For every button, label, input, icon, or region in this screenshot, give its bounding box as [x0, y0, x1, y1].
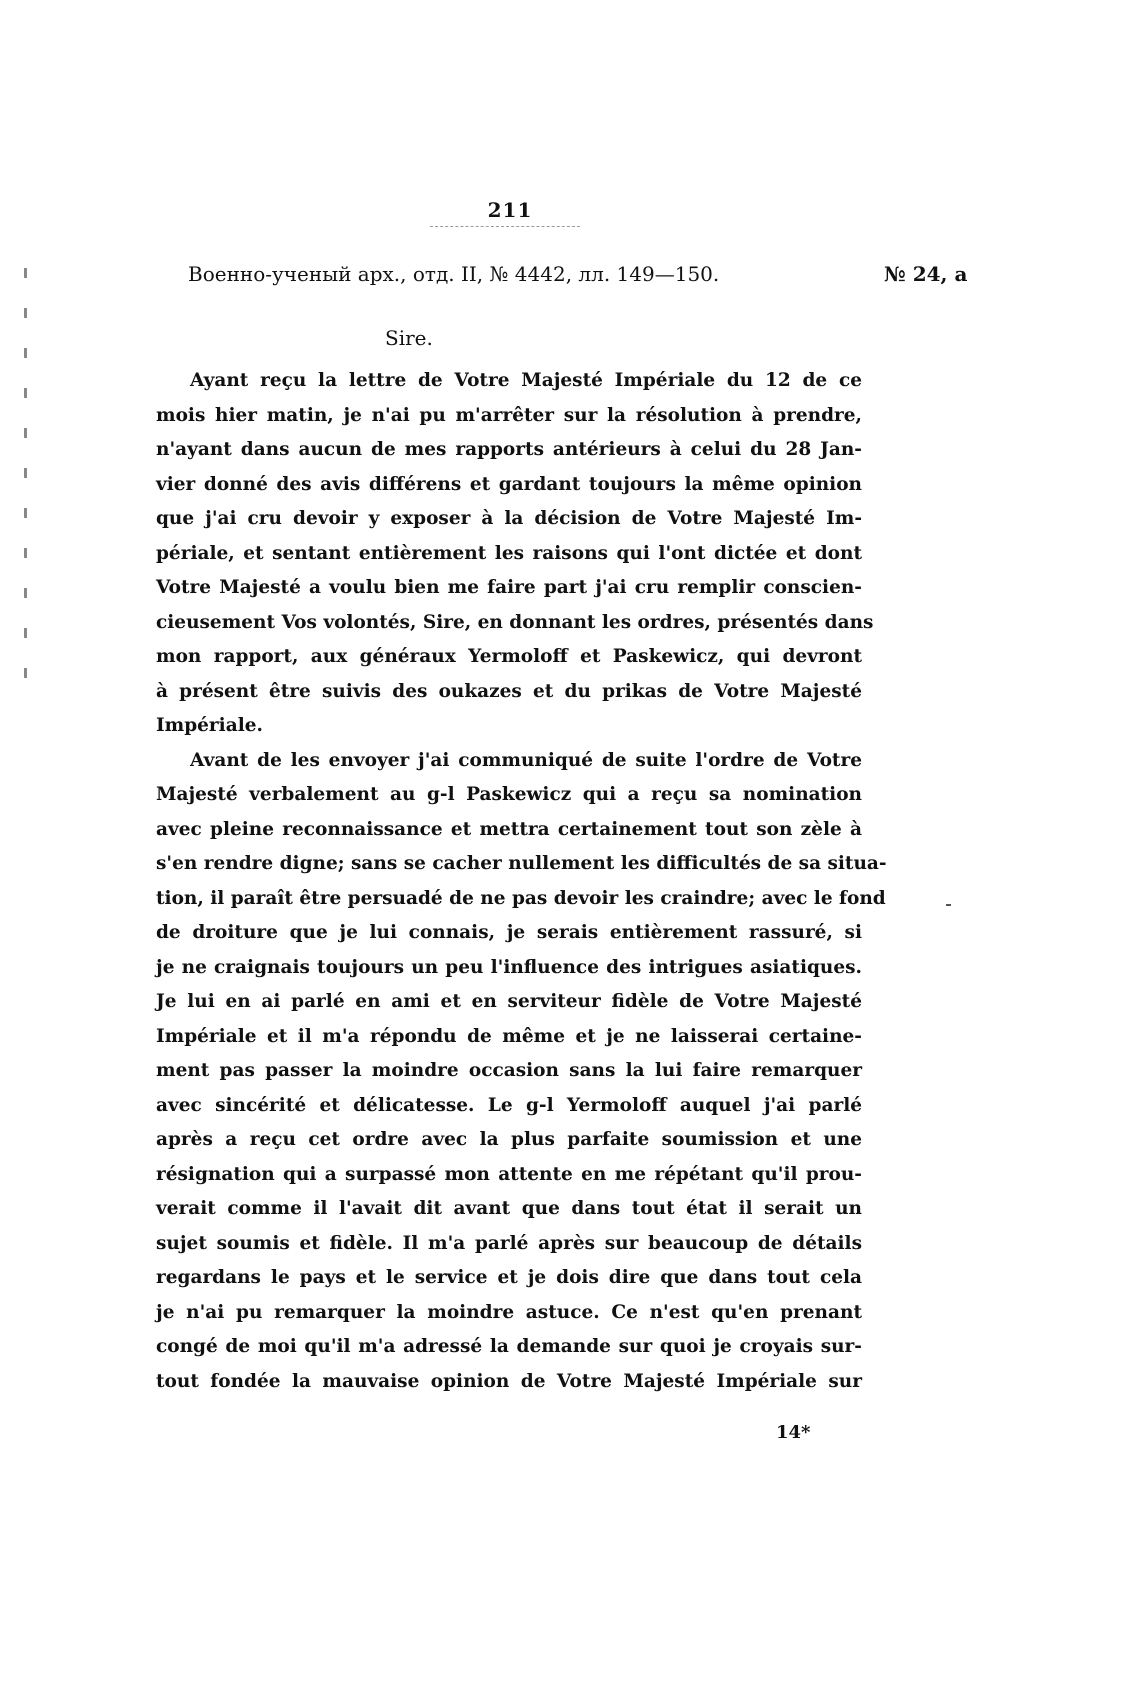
signature-mark: 14*	[776, 1422, 811, 1443]
text-line: Majesté verbalement au g-l Paskewicz qui a reçu sa nomination	[156, 784, 862, 805]
margin-mark	[24, 428, 27, 438]
text-line: Avant de les envoyer j'ai communiqué de suite l'ordre de Votre	[190, 749, 862, 771]
margin-mark	[24, 308, 27, 318]
text-line: mois hier matin, je n'ai pu m'arrêter sur la résolution à prendre,	[156, 404, 862, 426]
text-line: sujet soumis et fidèle. Il m'a parlé après sur beaucoup de détails	[156, 1232, 862, 1254]
margin-dot	[946, 904, 951, 906]
margin-mark	[24, 388, 27, 398]
text-line: n'ayant dans aucun de mes rapports antérieurs à celui du 28 Jan-	[156, 439, 862, 460]
margin-marks	[18, 268, 34, 708]
margin-mark	[24, 348, 27, 358]
salutation: Sire.	[385, 326, 433, 350]
text-line: que j'ai cru devoir y exposer à la décision de Votre Majesté Im-	[156, 508, 862, 529]
text-line: avec sincérité et délicatesse. Le g-l Yermoloff auquel j'ai parlé	[156, 1094, 862, 1116]
margin-mark	[24, 468, 27, 478]
text-line: tout fondée la mauvaise opinion de Votre Majesté Impériale sur	[156, 1370, 862, 1392]
margin-mark	[24, 508, 27, 518]
text-line: Impériale.	[156, 715, 263, 736]
text-line: je n'ai pu remarquer la moindre astuce. Ce n'est qu'en prenant	[156, 1301, 862, 1323]
text-line: Impériale et il m'a répondu de même et je ne laisserai certaine-	[156, 1025, 862, 1047]
text-line: à présent être suivis des oukazes et du prikas de Votre Majesté	[156, 680, 862, 702]
letter-body	[156, 364, 887, 1399]
text-line: périale, et sentant entièrement les raisons qui l'ont dictée et dont	[156, 542, 862, 564]
text-line: Ayant reçu la lettre de Votre Majesté Impériale du 12 de ce	[190, 370, 862, 391]
text-line: congé de moi qu'il m'a adressé la demande sur quoi je croyais sur-	[156, 1336, 862, 1357]
text-line: Votre Majesté a voulu bien me faire part j'ai cru remplir conscien-	[156, 577, 862, 598]
text-line: de droiture que je lui connais, je serais entièrement rassuré, si	[156, 922, 862, 943]
margin-mark	[24, 628, 27, 638]
margin-mark	[24, 548, 27, 558]
document-number: № 24, a	[884, 262, 968, 286]
archive-reference: Военно-ученый арх., отд. II, № 4442, лл. 149—150.	[188, 262, 720, 286]
page-number-rule	[430, 226, 580, 227]
text-line: je ne craignais toujours un peu l'influence des intrigues asiatiques.	[156, 956, 862, 978]
text-line: ment pas passer la moindre occasion sans la lui faire remarquer	[156, 1060, 862, 1081]
margin-mark	[24, 588, 27, 598]
text-line: regardans le pays et le service et je dois dire que dans tout cela	[156, 1267, 862, 1288]
text-line: cieusement Vos volontés, Sire, en donnant les ordres, présentés dans	[156, 611, 874, 633]
margin-mark	[24, 668, 27, 678]
text-line: vier donné des avis différens et gardant toujours la même opinion	[156, 473, 862, 495]
margin-mark	[24, 268, 27, 278]
text-line: tion, il paraît être persuadé de ne pas devoir les craindre; avec le fond	[156, 887, 886, 909]
text-line: résignation qui a surpassé mon attente en me répétant qu'il prou-	[156, 1163, 862, 1185]
text-line: verait comme il l'avait dit avant que dans tout état il serait un	[156, 1198, 862, 1219]
text-line: avec pleine reconnaissance et mettra certainement tout son zèle à	[156, 818, 862, 840]
text-line: s'en rendre digne; sans se cacher nullement les difficultés de sa situa-	[156, 853, 887, 874]
text-line: mon rapport, aux généraux Yermoloff et Paskewicz, qui devront	[156, 646, 862, 667]
text-line: Je lui en ai parlé en ami et en serviteur fidèle de Votre Majesté	[156, 991, 862, 1012]
text-line: après a reçu cet ordre avec la plus parfaite soumission et une	[156, 1129, 862, 1150]
page-number: 211	[487, 198, 533, 222]
